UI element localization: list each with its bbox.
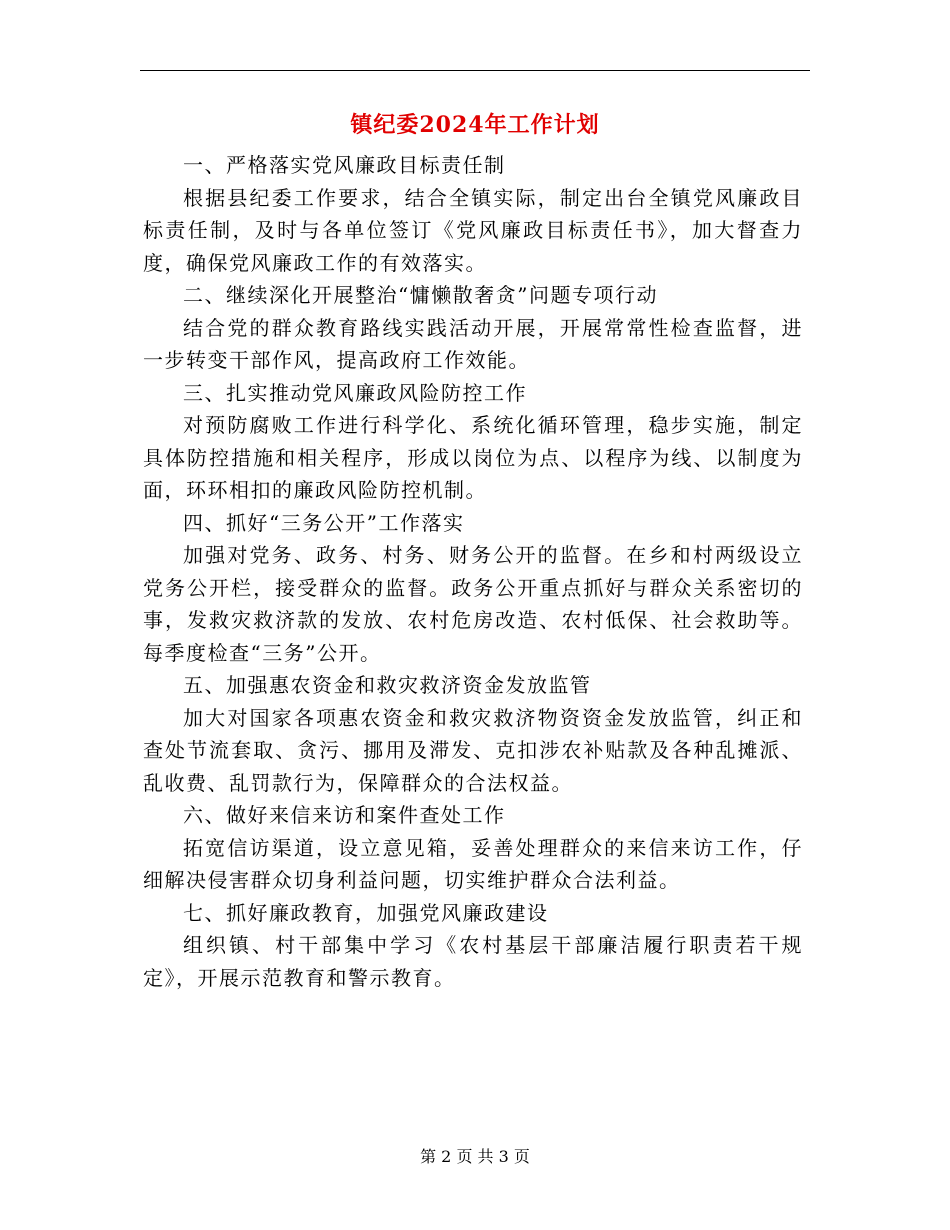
page-footer [0,1146,950,1168]
page-number: 第 2 页 共 3 页 [420,1147,530,1166]
section-heading-2: 二、继续深化开展整治“慵懒散奢贪”问题专项行动 [183,283,658,307]
header-rule [140,70,810,71]
document-title: 镇纪委2024年工作计划 [350,112,600,138]
section-body-6: 拓宽信访渠道，设立意见箱，妥善处理群众的来信来访工作，仔细解决侵害群众切身利益问题，切实维护群众合法利益。 [143,835,803,892]
section-body-2: 结合党的群众教育路线实践活动开展，开展常常性检查监督，进一步转变干部作风，提高政府工作效能。 [143,315,803,372]
section-body-7: 组织镇、村干部集中学习《农村基层干部廉洁履行职责若干规定》，开展示范教育和警示教育。 [143,933,803,990]
section-body-5: 加大对国家各项惠农资金和救灾救济物资资金发放监管，纠正和查处节流套取、贪污、挪用及滞发、克扣涉农补贴款及各种乱摊派、乱收费、乱罚款行为，保障群众的合法权益。 [143,705,803,795]
section-heading-4: 四、抓好“三务公开”工作落实 [183,510,465,535]
section-body-4: 加强对党务、政务、村务、财务公开的监督。在乡和村两级设立党务公开栏，接受群众的监督。政务公开重点抓好与群众关系密切的事，发救灾救济款的发放、农村危房改造、农村低保、社会救助等。每季度检查“三务”公开。 [143,543,803,665]
section-heading-6: 六、做好来信来访和案件查处工作 [183,803,506,827]
document-body [143,149,803,994]
section-body-3: 对预防腐败工作进行科学化、系统化循环管理，稳步实施，制定具体防控措施和相关程序，形成以岗位为点、以程序为线、以制度为面，环环相扣的廉政风险防控机制。 [143,413,803,502]
section-heading-5: 五、加强惠农资金和救灾救济资金发放监管 [183,673,592,697]
section-heading-7: 七、抓好廉政教育，加强党风廉政建设 [183,900,549,925]
section-heading-3: 三、扎实推动党风廉政风险防控工作 [183,380,527,405]
section-body-1: 根据县纪委工作要求，结合全镇实际，制定出台全镇党风廉政目标责任制，及时与各单位签订《党风廉政目标责任书》，加大督查力度，确保党风廉政工作的有效落实。 [143,185,803,275]
section-heading-1: 一、严格落实党风廉政目标责任制 [183,153,506,177]
